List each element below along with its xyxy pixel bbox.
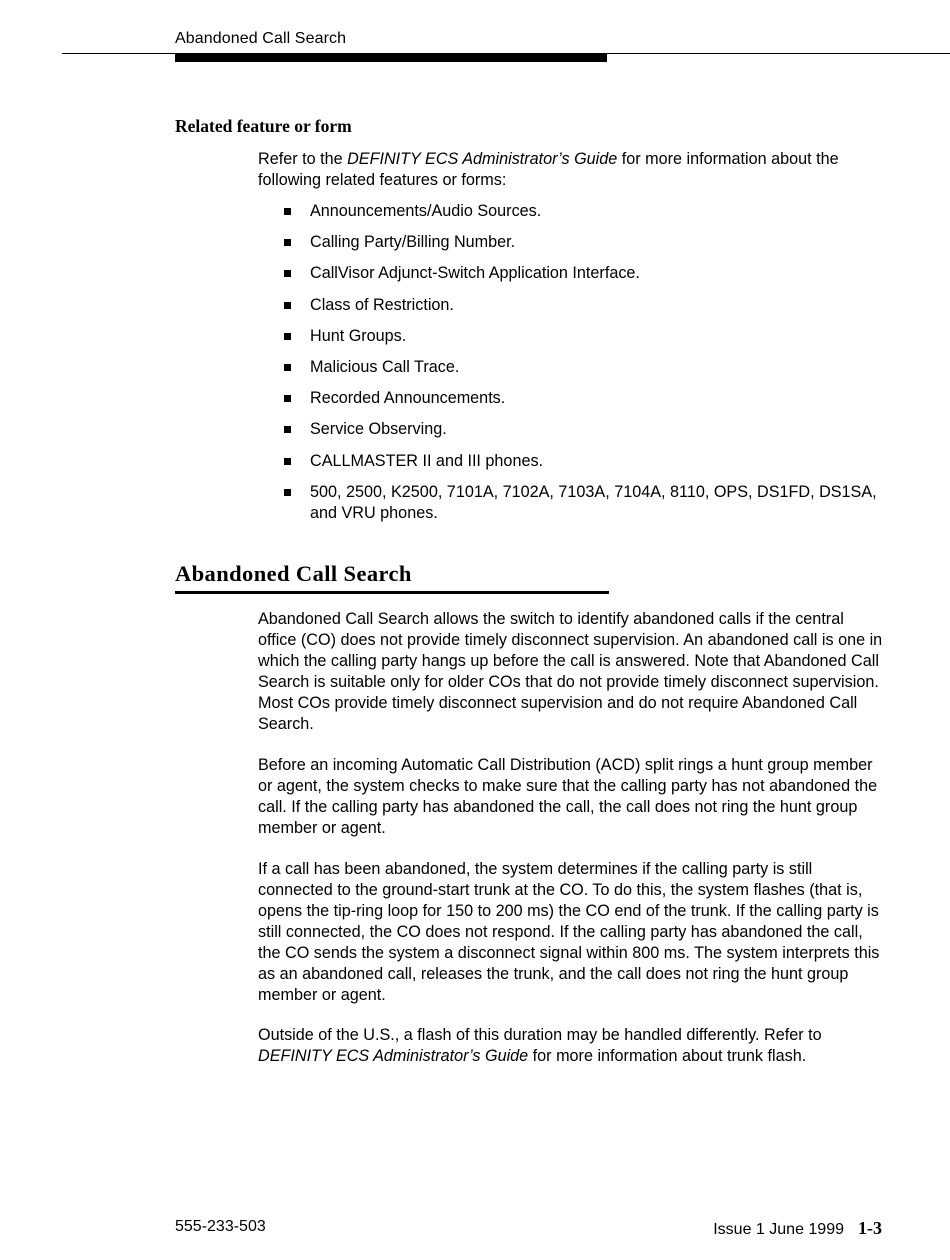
list-item: Service Observing. <box>284 419 884 440</box>
list-item: Hunt Groups. <box>284 326 884 347</box>
square-bullet-icon <box>284 426 291 433</box>
header-bar <box>175 54 607 62</box>
list-item: CALLMASTER II and III phones. <box>284 451 884 472</box>
related-intro-paragraph: Refer to the DEFINITY ECS Administrator’s Guide for more information about the following related features or forms: <box>258 150 839 189</box>
square-bullet-icon <box>284 458 291 465</box>
footer-doc-number: 555-233-503 <box>175 1218 266 1235</box>
related-features-list <box>284 201 884 534</box>
paragraph: Outside of the U.S., a flash of this duration may be handled differently. Refer to DEFINITY ECS Administrator’s Guide for more information about trunk flash. <box>258 1026 822 1065</box>
issue-date: Issue 1 June 1999 <box>713 1221 844 1238</box>
paragraph: Before an incoming Automatic Call Distribution (ACD) split rings a hunt group member or agent, the system checks to make sure that the calling party has not abandoned the call. If the calling party has abandoned the call, the call does not ring the hunt group member or agent. <box>258 756 878 837</box>
square-bullet-icon <box>284 395 291 402</box>
guide-title: DEFINITY ECS Administrator’s Guide <box>347 150 618 168</box>
running-header-title: Abandoned Call Search <box>175 30 347 47</box>
list-item: Announcements/Audio Sources. <box>284 201 884 222</box>
square-bullet-icon <box>284 302 291 309</box>
square-bullet-icon <box>284 489 291 496</box>
paragraph: Abandoned Call Search allows the switch to identify abandoned calls if the central office (CO) does not provide timely disconnect supervision. An abandoned call is one in which the calling party hangs up before the call is answered. Note that Abandoned Call Search is suitable only for older COs that do not provide timely disconnect supervision. Most COs provide timely disconnect supervision and do not require Abandoned Call Search. <box>258 610 883 733</box>
related-feature-heading: Related feature or form <box>175 116 352 136</box>
section-heading-rule <box>175 591 609 594</box>
square-bullet-icon <box>284 270 291 277</box>
list-item: Recorded Announcements. <box>284 388 884 409</box>
square-bullet-icon <box>284 333 291 340</box>
guide-title: DEFINITY ECS Administrator’s Guide <box>258 1047 529 1065</box>
list-item: Malicious Call Trace. <box>284 357 884 378</box>
square-bullet-icon <box>284 239 291 246</box>
list-item: Calling Party/Billing Number. <box>284 232 884 253</box>
square-bullet-icon <box>284 208 291 215</box>
footer-issue <box>713 1218 882 1239</box>
page-number: 1-3 <box>858 1218 882 1238</box>
list-item: 500, 2500, K2500, 7101A, 7102A, 7103A, 7104A, 8110, OPS, DS1FD, DS1SA, and VRU phones. <box>284 482 884 524</box>
list-item: Class of Restriction. <box>284 295 884 316</box>
list-item: CallVisor Adjunct-Switch Application Interface. <box>284 263 884 284</box>
paragraph: If a call has been abandoned, the system determines if the calling party is still connected to the ground-start trunk at the CO. To do this, the system flashes (that is, opens the tip-ring loop for 150 to 200 ms) the CO end of the trunk. If the calling party is still connected, the CO does not respond. If the calling party has abandoned the call, the CO sends the system a disconnect signal within 800 ms. The system interprets this as an abandoned call, releases the trunk, and the call does not ring the hunt group member or agent. <box>258 860 880 1004</box>
section-heading: Abandoned Call Search <box>175 561 412 586</box>
square-bullet-icon <box>284 364 291 371</box>
